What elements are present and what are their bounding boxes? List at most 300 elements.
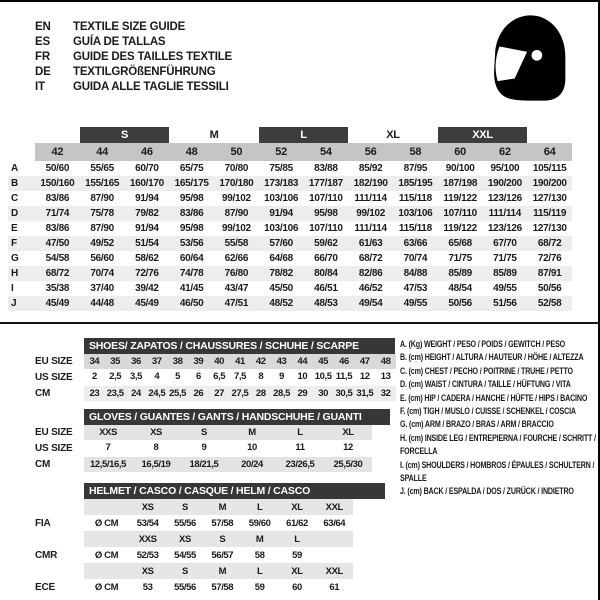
size-cell: 42 xyxy=(250,354,271,369)
size-cell: 10,5 xyxy=(314,371,332,382)
language-code: DE xyxy=(35,66,51,78)
certification-label: CMR xyxy=(8,547,84,563)
size-cell: 16,5/19 xyxy=(132,456,180,472)
language-label: TEXTILGRÖßENFÜHRUNG xyxy=(73,66,216,78)
measure-cell: 115/118 xyxy=(398,193,432,204)
helmet-size-cell: L xyxy=(278,531,315,547)
measure-cell: 170/180 xyxy=(219,178,254,189)
measure-cell: 57/60 xyxy=(269,238,293,249)
diameter-unit xyxy=(84,499,129,515)
measure-cell: 66/70 xyxy=(314,253,338,264)
measure-row xyxy=(8,206,572,221)
shoes-size-table xyxy=(8,338,400,401)
helmet-size-cell: 61 xyxy=(329,581,340,593)
measure-cell: 91/94 xyxy=(135,223,159,234)
gloves-table-title: GLOVES / GUANTES / GANTS / HANDSCHUHE / GUANTI xyxy=(84,409,390,425)
diameter-unit xyxy=(84,563,129,579)
measure-cell: 91/94 xyxy=(269,208,293,219)
euro-size-column: 54 xyxy=(304,143,349,161)
helmet-sizes-row xyxy=(8,531,353,547)
euro-size-column: 60 xyxy=(438,143,483,161)
measure-cell: 59/62 xyxy=(314,238,338,249)
size-cell: L xyxy=(276,425,324,440)
racing-helmet-icon xyxy=(488,12,568,104)
size-cell: 11,5 xyxy=(335,371,353,382)
measure-cell: 150/160 xyxy=(40,178,75,189)
measure-cell: 72/76 xyxy=(537,253,562,264)
diameter-unit: Ø CM xyxy=(94,549,119,561)
measure-cell: 55/65 xyxy=(90,163,114,174)
measure-cell: 87/91 xyxy=(537,268,562,279)
measure-cell: 87/90 xyxy=(224,208,249,219)
helmet-size-cell: 53/54 xyxy=(136,517,159,529)
measure-cell: 107/110 xyxy=(309,223,343,234)
helmet-size-cell: S xyxy=(204,531,241,547)
size-cell: 23 xyxy=(84,385,105,401)
measure-cell: 62/66 xyxy=(224,253,249,264)
legend-item: I. (cm) SHOULDERS / HOMBROS / ÉPAULES / SCHULTERN / SPALLE xyxy=(400,459,595,484)
helmet-size-cell: S xyxy=(166,499,203,515)
measure-cell: 54/58 xyxy=(45,253,70,264)
helmet-sizes-row xyxy=(8,563,353,579)
language-code: IT xyxy=(35,81,45,93)
helmet-size-cell: 54/55 xyxy=(174,549,196,561)
measure-cell: 107/110 xyxy=(309,193,343,204)
measure-row xyxy=(8,296,572,311)
measure-cell: 48/54 xyxy=(448,283,472,294)
size-row xyxy=(8,456,372,472)
measure-cell: 115/118 xyxy=(398,223,432,234)
size-cell: 11 xyxy=(295,442,305,453)
measure-cell: 83/86 xyxy=(179,208,204,219)
helmet-logo xyxy=(488,12,568,104)
helmet-size-cell: 57/58 xyxy=(211,581,234,593)
measure-cell: 71/74 xyxy=(45,208,70,219)
measure-row xyxy=(8,236,572,251)
size-cell: 10 xyxy=(247,442,257,453)
size-cell: 31,5 xyxy=(354,385,375,401)
size-cell: 12 xyxy=(343,442,353,453)
measure-row-label: J xyxy=(11,298,17,309)
measure-cell: 85/89 xyxy=(448,268,472,279)
row-label: US SIZE xyxy=(8,440,84,456)
helmet-size-cell: XXL xyxy=(316,499,353,515)
measure-row-label: I xyxy=(11,283,14,294)
size-cell: XXS xyxy=(84,425,132,440)
measure-row xyxy=(8,176,572,191)
euro-size-column: 62 xyxy=(483,143,528,161)
measure-cell: 80/84 xyxy=(314,268,338,279)
measure-cell: 111/114 xyxy=(354,193,387,204)
size-cell: 10 xyxy=(297,371,308,382)
size-cell: 9 xyxy=(201,442,207,453)
size-cell: 5 xyxy=(175,371,181,382)
measure-cell: 41/45 xyxy=(179,283,204,294)
diameter-unit: Ø CM xyxy=(94,517,119,529)
measure-cell: 74/78 xyxy=(179,268,204,279)
measure-cell: 87/90 xyxy=(90,193,114,204)
helmet-size-cell: 58 xyxy=(254,549,265,561)
helmet-table-title: HELMET / CASCO / CASQUE / HELM / CASCO xyxy=(84,483,385,499)
helmet-size-cell xyxy=(316,547,353,563)
measure-cell: 87/95 xyxy=(403,163,428,174)
size-cell: 12,5/16,5 xyxy=(84,456,132,472)
measure-cell: 51/54 xyxy=(135,238,159,249)
measure-cell: 91/94 xyxy=(135,193,159,204)
measure-cell: 50/56 xyxy=(448,298,472,309)
size-cell: 35 xyxy=(105,354,126,369)
legend-item: C. (cm) CHEST / PECHO / POITRINE / TRUHE / PETTO xyxy=(400,365,573,376)
measure-cell: 177/187 xyxy=(308,178,343,189)
measure-cell: 83/86 xyxy=(45,193,70,204)
size-cell: 43 xyxy=(271,354,292,369)
size-cell: 28,5 xyxy=(271,385,292,401)
helmet-size-cell xyxy=(316,531,353,547)
helmet-size-cell: 53 xyxy=(142,581,153,593)
measurement-legend xyxy=(400,338,597,499)
measure-cell: 190/200 xyxy=(487,178,522,189)
legend-item: A. (Kg) WEIGHT / PESO / POIDS / GEWITCH / PESO xyxy=(400,339,566,349)
measure-row-label: H xyxy=(11,268,18,279)
language-label: GUIDA ALLE TAGLIE TESSILI xyxy=(73,81,229,93)
euro-size-column: 52 xyxy=(259,143,304,161)
measure-cell: 71/75 xyxy=(493,253,517,264)
numband-spacer xyxy=(8,143,35,161)
euro-size-column: 48 xyxy=(169,143,214,161)
measure-cell: 45/50 xyxy=(269,283,293,294)
measure-cell: 67/70 xyxy=(493,238,517,249)
legend-item: E. (cm) HIP / CADERA / HANCHE / HÜFTE / HIPS / BACINO xyxy=(400,392,588,403)
measure-cell: 68/72 xyxy=(358,253,383,264)
size-cell: M xyxy=(228,425,276,440)
size-row xyxy=(8,369,396,385)
size-cell: 2 xyxy=(91,371,97,382)
size-group-row xyxy=(8,127,572,143)
size-cell: 32 xyxy=(375,385,396,401)
measure-cell: 95/98 xyxy=(179,193,204,204)
row-label: CM xyxy=(8,385,84,401)
size-cell: 46 xyxy=(334,354,355,369)
measure-cell: 127/130 xyxy=(532,193,567,204)
size-cell: 47 xyxy=(354,354,375,369)
size-cell: 34 xyxy=(84,354,105,369)
language-label: GUIDE DES TAILLES TEXTILE xyxy=(73,51,232,63)
size-cell: 6,5 xyxy=(213,371,226,382)
measure-cell: 49/54 xyxy=(358,298,383,309)
measure-cell: 61/63 xyxy=(358,238,383,249)
measure-cell: 95/98 xyxy=(314,208,338,219)
measure-cell: 35/38 xyxy=(45,283,70,294)
measure-row xyxy=(8,251,572,266)
euro-size-column: 46 xyxy=(125,143,170,161)
size-cell: 27,5 xyxy=(230,385,251,401)
measure-cell: 185/195 xyxy=(398,178,433,189)
size-cell: 28 xyxy=(250,385,271,401)
helmet-size-cell: 55/56 xyxy=(174,581,196,593)
measure-cell: 190/200 xyxy=(532,178,567,189)
measure-row-label: D xyxy=(11,208,18,219)
diameter-unit: Ø CM xyxy=(94,581,119,593)
measure-cell: 48/53 xyxy=(314,298,338,309)
measure-cell: 50/60 xyxy=(45,163,70,174)
size-cell: 24 xyxy=(126,385,147,401)
measure-cell: 70/80 xyxy=(224,163,249,174)
helmet-size-cell: XXL xyxy=(316,563,353,579)
measure-cell: 56/60 xyxy=(90,253,114,264)
size-cell: 13 xyxy=(380,371,391,382)
diameter-unit xyxy=(84,531,129,547)
helmet-size-cell: XL xyxy=(278,563,315,579)
measure-cell: 85/92 xyxy=(358,163,383,174)
certification-label xyxy=(8,531,84,547)
language-label: GUÍA DE TALLAS xyxy=(73,36,166,48)
measure-cell: 46/52 xyxy=(358,283,383,294)
measure-cell: 46/51 xyxy=(314,283,338,294)
helmet-size-cell: 60 xyxy=(292,581,302,593)
measure-cell: 55/58 xyxy=(224,238,249,249)
shoes-table-title: SHOES/ ZAPATOS / CHAUSSURES / SCHUHE / SCARPE xyxy=(84,338,395,354)
size-cell: 20/24 xyxy=(228,456,276,472)
measure-cell: 103/106 xyxy=(264,193,299,204)
measure-cell: 75/85 xyxy=(269,163,293,174)
helmet-size-cell: 59/60 xyxy=(248,517,271,529)
helmet-size-cell: 55/56 xyxy=(174,517,196,529)
corner-spacer xyxy=(8,127,35,143)
measure-cell: 49/55 xyxy=(403,298,428,309)
euro-size-column: 64 xyxy=(527,143,572,161)
size-group-spacer xyxy=(35,127,80,143)
row-label: EU SIZE xyxy=(8,354,84,369)
size-cell: 6 xyxy=(195,371,201,382)
certification-label xyxy=(8,499,84,515)
measure-cell: 43/47 xyxy=(224,283,249,294)
helmet-size-cell: M xyxy=(204,499,241,515)
size-cell: XS xyxy=(132,425,180,440)
measure-row xyxy=(8,191,572,206)
helmet-values-row xyxy=(8,579,353,595)
language-code: EN xyxy=(35,21,51,33)
size-row xyxy=(8,440,372,456)
textile-size-table-body xyxy=(8,161,572,311)
measure-cell: 58/62 xyxy=(135,253,159,264)
legend-item: B. (cm) HEIGHT / ALTURA / HAUTEUR / HÖHE / ALTEZZA xyxy=(400,352,584,363)
helmet-size-cell: S xyxy=(166,563,203,579)
header xyxy=(0,20,598,95)
measure-cell: 39/42 xyxy=(135,283,159,294)
size-cell: 29 xyxy=(292,385,313,401)
textile-size-table xyxy=(8,127,572,311)
helmet-size-cell: XS xyxy=(166,531,203,547)
euro-size-column: 42 xyxy=(35,143,80,161)
euro-size-column: 50 xyxy=(214,143,259,161)
helmet-values-row xyxy=(8,515,353,531)
row-label: EU SIZE xyxy=(8,425,84,440)
measure-cell: 95/98 xyxy=(179,223,204,234)
measure-cell: 99/102 xyxy=(356,208,386,219)
size-cell: 38 xyxy=(167,354,188,369)
measure-cell: 52/58 xyxy=(537,298,562,309)
size-cell: XL xyxy=(324,425,372,440)
measure-cell: 83/86 xyxy=(45,223,70,234)
euro-size-column: 58 xyxy=(393,143,438,161)
measure-cell: 68/72 xyxy=(537,238,562,249)
measure-cell: 182/190 xyxy=(353,178,388,189)
size-row xyxy=(8,425,372,440)
size-cell: 41 xyxy=(230,354,251,369)
size-cell: 37 xyxy=(146,354,167,369)
certification-label xyxy=(8,563,84,579)
measure-cell: 63/66 xyxy=(403,238,428,249)
size-cell: 48 xyxy=(375,354,396,369)
size-cell: 8 xyxy=(258,371,264,382)
measure-cell: 165/175 xyxy=(174,178,209,189)
size-row xyxy=(8,385,396,401)
helmet-size-cell: 59 xyxy=(254,581,265,593)
helmet-size-cell: 63/64 xyxy=(323,517,346,529)
size-cell: S xyxy=(180,425,228,440)
euro-size-row xyxy=(8,143,572,161)
measure-cell: 95/100 xyxy=(490,163,520,174)
helmet-size-cell: 56/57 xyxy=(211,549,234,561)
measure-cell: 84/88 xyxy=(403,268,428,279)
lower-section xyxy=(8,338,400,595)
measure-cell: 90/100 xyxy=(445,163,475,174)
size-cell: 26 xyxy=(188,385,209,401)
legend-item: F. (cm) TIGH / MUSLO / CUISSE / SCHENKEL / COSCIA xyxy=(400,406,576,417)
size-cell: 23,5 xyxy=(105,385,126,401)
measure-cell: 68/72 xyxy=(45,268,70,279)
size-group-xxl: XXL xyxy=(438,127,528,143)
measure-cell: 155/165 xyxy=(85,178,120,189)
measure-cell: 50/56 xyxy=(537,283,562,294)
measure-row-label: G xyxy=(11,253,19,264)
measure-cell: 47/50 xyxy=(45,238,70,249)
measure-cell: 107/110 xyxy=(443,208,477,219)
certification-label: FIA xyxy=(8,515,84,531)
size-cell: 24,5 xyxy=(146,385,167,401)
helmet-size-cell: XS xyxy=(129,499,166,515)
helmet-size-cell: M xyxy=(204,563,241,579)
language-code: FR xyxy=(35,51,50,63)
helmet-size-cell: XS xyxy=(129,563,166,579)
size-group-xl: XL xyxy=(386,129,400,141)
size-row xyxy=(8,354,396,369)
measure-row xyxy=(8,281,572,296)
size-cell: 30,5 xyxy=(334,385,355,401)
size-cell: 36 xyxy=(126,354,147,369)
helmet-size-cell: XL xyxy=(278,499,315,515)
size-cell: 4 xyxy=(154,371,160,382)
measure-cell: 119/122 xyxy=(443,223,477,234)
size-cell: 27 xyxy=(209,385,230,401)
size-cell: 45 xyxy=(313,354,334,369)
measure-row-label: B xyxy=(11,178,18,189)
size-cell: 18/21,5 xyxy=(180,456,228,472)
helmet-sizes-row xyxy=(8,499,353,515)
measure-cell: 47/51 xyxy=(224,298,249,309)
measure-cell: 99/102 xyxy=(221,223,251,234)
measure-cell: 76/80 xyxy=(224,268,249,279)
measure-cell: 78/82 xyxy=(269,268,293,279)
measure-cell: 173/183 xyxy=(264,178,299,189)
size-cell: 25,5 xyxy=(167,385,188,401)
measure-cell: 75/78 xyxy=(90,208,114,219)
measure-row-label: A xyxy=(11,163,18,174)
measure-row xyxy=(8,266,572,281)
measure-cell: 123/126 xyxy=(487,193,522,204)
measure-cell: 85/89 xyxy=(493,268,517,279)
measure-cell: 44/48 xyxy=(90,298,114,309)
textile-size-table-head xyxy=(8,127,572,161)
size-group-l: L xyxy=(259,127,349,143)
measure-cell: 45/49 xyxy=(45,298,70,309)
measure-cell: 123/126 xyxy=(487,223,522,234)
size-cell: 8 xyxy=(153,442,159,453)
measure-cell: 49/55 xyxy=(493,283,517,294)
measure-row xyxy=(8,221,572,236)
measure-cell: 48/52 xyxy=(269,298,293,309)
measure-cell: 53/56 xyxy=(179,238,204,249)
size-cell: 40 xyxy=(209,354,230,369)
size-cell: 23/26,5 xyxy=(276,456,324,472)
size-cell: 7,5 xyxy=(233,371,246,382)
measure-cell: 70/74 xyxy=(90,268,114,279)
measure-cell: 82/86 xyxy=(358,268,383,279)
measure-cell: 51/56 xyxy=(493,298,517,309)
gloves-size-table xyxy=(8,409,400,472)
size-group-spacer xyxy=(527,127,572,143)
section-divider xyxy=(0,322,598,324)
measure-row xyxy=(8,161,572,176)
measure-cell: 46/50 xyxy=(179,298,204,309)
row-label: US SIZE xyxy=(8,369,84,385)
euro-size-column: 44 xyxy=(80,143,125,161)
measure-cell: 64/68 xyxy=(269,253,293,264)
helmet-size-cell: 57/58 xyxy=(211,517,234,529)
measure-cell: 60/64 xyxy=(179,253,204,264)
helmet-size-table xyxy=(8,483,400,595)
measure-cell: 111/114 xyxy=(354,223,387,234)
measure-cell: 160/170 xyxy=(129,178,164,189)
size-cell: 7 xyxy=(105,442,111,453)
measure-cell: 47/53 xyxy=(403,283,428,294)
measure-cell: 71/75 xyxy=(448,253,472,264)
measure-cell: 49/52 xyxy=(90,238,114,249)
helmet-size-cell: M xyxy=(241,531,278,547)
measure-cell: 187/198 xyxy=(443,178,478,189)
helmet-size-cell: 59 xyxy=(292,549,302,561)
measure-cell: 99/102 xyxy=(221,193,251,204)
measure-cell: 60/70 xyxy=(135,163,159,174)
measure-cell: 87/90 xyxy=(90,223,114,234)
euro-size-column: 56 xyxy=(348,143,393,161)
certification-label: ECE xyxy=(8,579,84,595)
size-cell: 2,5 xyxy=(109,371,122,382)
measure-cell: 105/115 xyxy=(532,163,567,174)
measure-cell: 72/76 xyxy=(135,268,159,279)
size-cell: 39 xyxy=(188,354,209,369)
helmet-size-cell: XXS xyxy=(129,531,166,547)
measure-cell: 79/82 xyxy=(135,208,159,219)
size-cell: 3,5 xyxy=(129,371,142,382)
measure-row-label: E xyxy=(11,223,18,234)
helmet-values-row xyxy=(8,547,353,563)
size-group-s: S xyxy=(80,127,170,143)
language-label: TEXTILE SIZE GUIDE xyxy=(73,21,186,33)
measure-cell: 37/40 xyxy=(90,283,114,294)
size-cell: 25,5/30 xyxy=(324,456,372,472)
row-label: CM xyxy=(8,456,84,472)
